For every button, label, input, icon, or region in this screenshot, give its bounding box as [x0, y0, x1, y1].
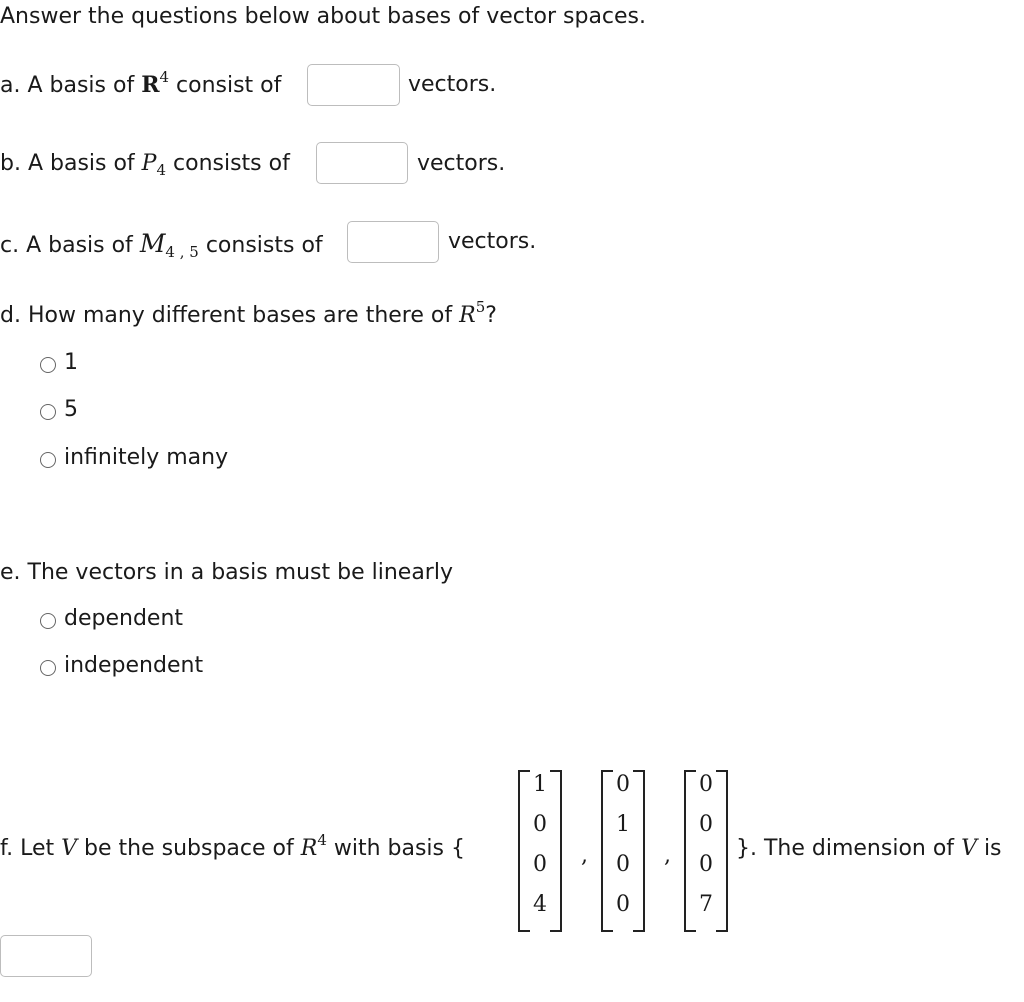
vector-1-entry-2: 0: [533, 812, 547, 837]
option-5-radio[interactable]: [40, 404, 56, 420]
option-independent-label: independent: [64, 653, 204, 678]
vector-3-entry-1: 0: [699, 772, 713, 797]
vector-3-entry-3: 0: [699, 852, 713, 877]
option-independent-radio[interactable]: [40, 660, 56, 676]
vector-2-entry-3: 0: [616, 852, 630, 877]
basis-vector-1: [518, 770, 562, 930]
question-b-suffix: vectors.: [417, 151, 506, 176]
question-c-label: c. A basis of $M_{4 , 5}$ consists of: [0, 229, 323, 261]
question-a-suffix: vectors.: [408, 72, 497, 97]
question-b-input[interactable]: [316, 142, 408, 184]
question-c-input[interactable]: [347, 221, 439, 263]
vector-1-entry-3: 0: [533, 852, 547, 877]
vector-3-entry-4: 7: [699, 892, 713, 917]
option-5-label: 5: [64, 397, 78, 422]
option-infinitely-many-label: infinitely many: [64, 445, 229, 470]
vector-2-entry-2: 1: [616, 812, 630, 837]
option-dependent-label: dependent: [64, 606, 184, 631]
vector-2-entry-4: 0: [616, 892, 630, 917]
vector-1-entry-1: 1: [533, 772, 547, 797]
question-f-input[interactable]: [0, 935, 92, 977]
question-b-label: b. A basis of $P_4$ consists of: [0, 151, 290, 179]
question-d-label: d. How many different bases are there of $R^5$?: [0, 298, 497, 328]
option-infinitely-many-radio[interactable]: [40, 452, 56, 468]
option-dependent-radio[interactable]: [40, 613, 56, 629]
basis-vector-2: [601, 770, 645, 930]
option-1-radio[interactable]: [40, 357, 56, 373]
option-1-label: 1: [64, 350, 78, 375]
comma-2: ,: [664, 843, 671, 868]
vector-3-entry-2: 0: [699, 812, 713, 837]
question-c-suffix: vectors.: [448, 229, 537, 254]
question-a-input[interactable]: [307, 64, 400, 106]
basis-vector-3: [684, 770, 728, 930]
intro-text: Answer the questions below about bases of vector spaces.: [0, 4, 647, 29]
vector-1-entry-4: 4: [533, 892, 547, 917]
question-f-suffix: }. The dimension of V is: [736, 836, 1002, 861]
question-f-label: f. Let V be the subspace of $R^4$ with basis {: [0, 831, 465, 861]
vector-2-entry-1: 0: [616, 772, 630, 797]
comma-1: ,: [581, 843, 588, 868]
question-e-label: e. The vectors in a basis must be linearly: [0, 560, 453, 585]
question-a-label: a. A basis of $R^4$ consist of: [0, 68, 282, 98]
